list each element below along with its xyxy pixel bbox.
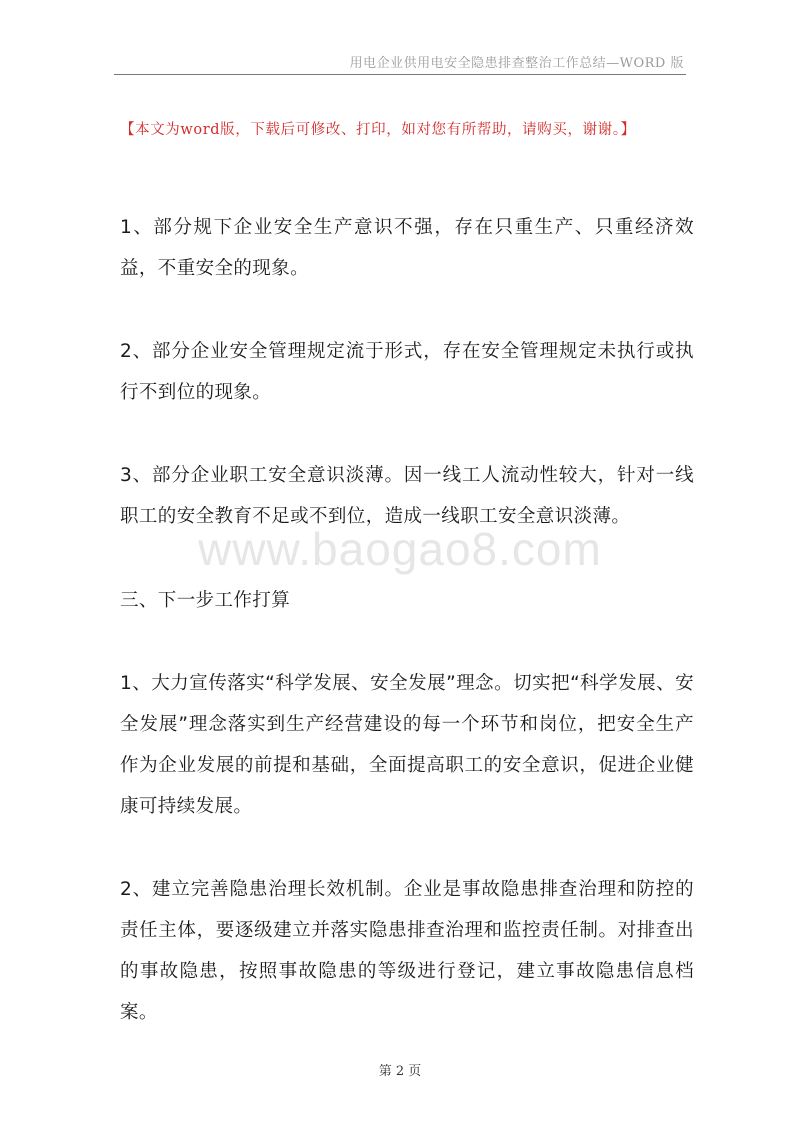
page-header-title: 用电企业供用电安全隐患排查整治工作总结—WORD 版	[349, 56, 684, 71]
section-heading-next-steps: 三、下一步工作打算	[120, 590, 291, 611]
paragraph-issue-3: 3、部分企业职工安全意识淡薄。因一线工人流动性较大，针对一线职工的安全教育不足或不到位，造成一线职工安全意识淡薄。	[120, 465, 694, 527]
purchase-notice: 【本文为word版，下载后可修改、打印，如对您有所帮助，请购买，谢谢。】	[120, 122, 636, 138]
paragraph-issue-2: 2、部分企业安全管理规定流于形式，存在安全管理规定未执行或执行不到位的现象。	[120, 341, 694, 403]
paragraph-plan-1: 1、大力宣传落实“科学发展、安全发展”理念。切实把“科学发展、安全发展”理念落实到生产经营建设的每一个环节和岗位，把安全生产作为企业发展的前提和基础，全面提高职工的安全意识，促进企业健康可持续发展。	[120, 673, 694, 817]
watermark: www.baogao8.com	[198, 523, 602, 575]
paragraph-plan-2: 2、建立完善隐患治理长效机制。企业是事故隐患排查治理和防控的责任主体，要逐级建立并落实隐患排查治理和监控责任制。对排查出的事故隐患，按照事故隐患的等级进行登记，建立事故隐患信息档案。	[120, 879, 694, 1023]
paragraph-issue-1: 1、部分规下企业安全生产意识不强，存在只重生产、只重经济效益，不重安全的现象。	[120, 217, 694, 279]
header-divider	[114, 74, 686, 75]
page-number: 第 2 页	[378, 1064, 422, 1079]
